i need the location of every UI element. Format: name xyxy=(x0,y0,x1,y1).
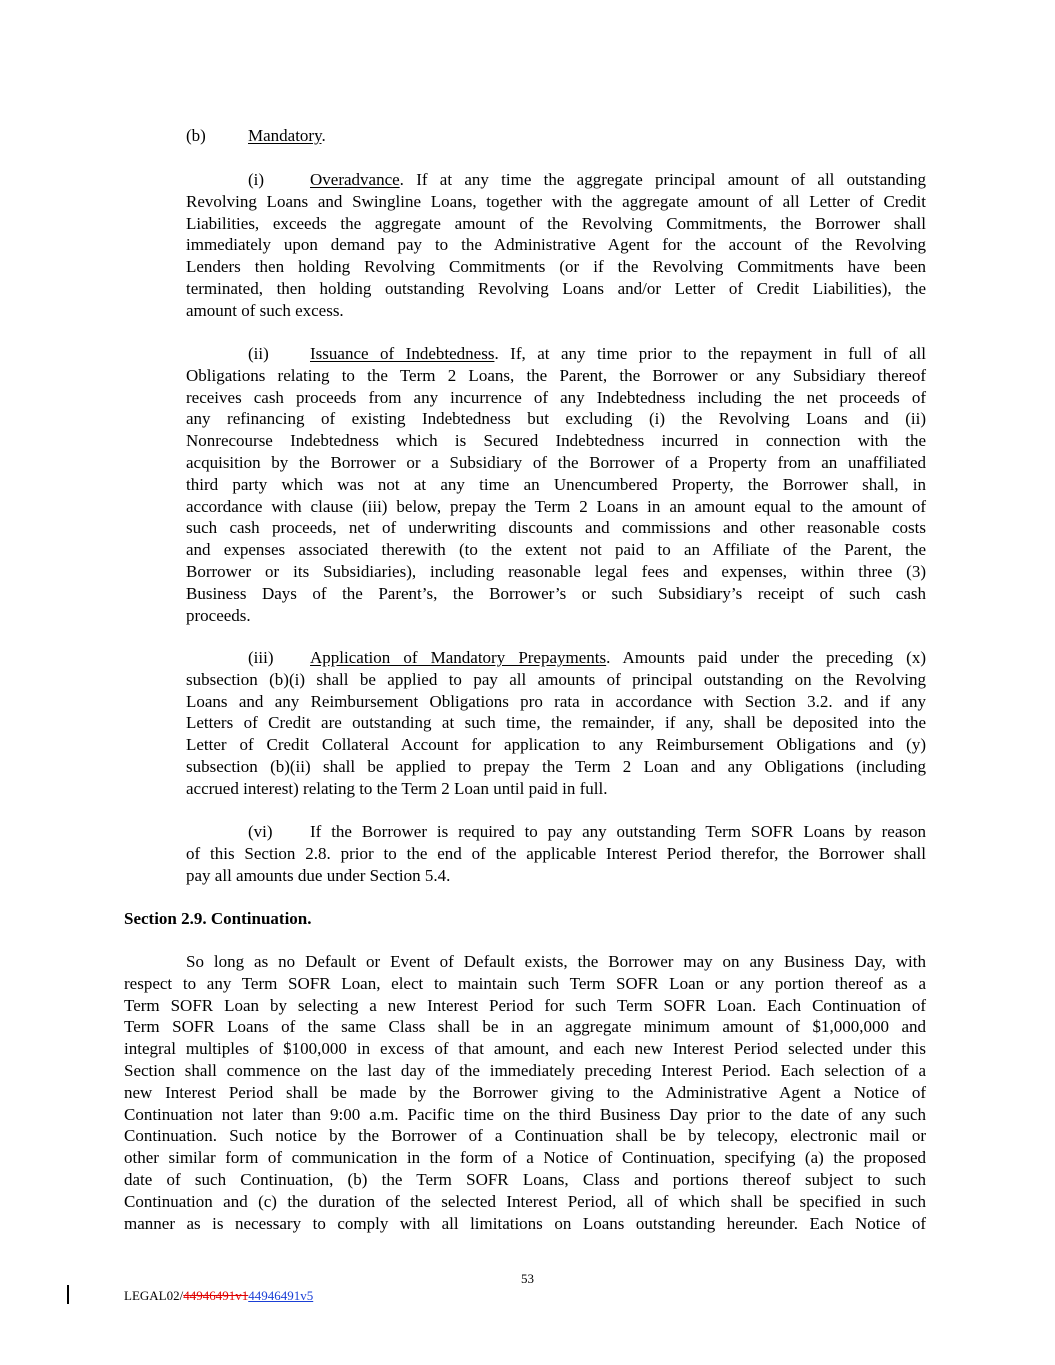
continuation-line: Continuation. Such notice by the Borrower of a Continuation shall be by telecopy, electronic mail or xyxy=(124,1126,926,1146)
para-i-title: Overadvance xyxy=(310,170,400,189)
document-id-footer xyxy=(124,1288,313,1304)
para-i-line: Liabilities, exceeds the aggregate amount of the Revolving Commitments, the Borrower shall xyxy=(186,213,926,233)
footer-prefix: LEGAL02/ xyxy=(124,1288,184,1303)
footer-deleted-version: 44946491v1 xyxy=(183,1288,249,1303)
para-iii-line: subsection (b)(i) shall be applied to pay all amounts of principal outstanding on the Revolving xyxy=(186,669,926,689)
para-ii-line: any refinancing of existing Indebtedness but excluding (i) the Revolving Loans and (ii) xyxy=(186,409,926,429)
continuation-line: Term SOFR Loans of the same Class shall be in an aggregate minimum amount of $1,000,000 and xyxy=(124,1017,926,1037)
para-ii-line: Borrower or its Subsidiaries), including reasonable legal fees and expenses, within three (3) xyxy=(186,562,926,581)
para-ii-line: acquisition by the Borrower or a Subsidiary of the Borrower of a Property from an unaffiliated xyxy=(186,453,926,472)
para-ii-line: third party which was not at any time an Unencumbered Property, the Borrower shall, in xyxy=(186,474,926,494)
page-number: 53 xyxy=(521,1271,534,1286)
continuation-line: date of such Continuation, (b) the Term SOFR Loans, Class and portions thereof subject to such xyxy=(124,1170,926,1189)
para-iii-line-last: accrued interest) relating to the Term 2 Loan until paid in full. xyxy=(186,778,608,798)
para-ii-line-last: proceeds. xyxy=(186,605,251,625)
para-vi-line: of this Section 2.8. prior to the end of the applicable Interest Period therefor, the Borrower shall xyxy=(186,843,926,863)
para-i-line: Lenders then holding Revolving Commitments (or if the Revolving Commitments have been xyxy=(186,257,926,277)
para-ii-line: Business Days of the Parent’s, the Borrower’s or such Subsidiary’s receipt of such cash xyxy=(186,583,926,603)
continuation-line: manner as is necessary to comply with all limitations on Loans outstanding hereunder. Each Notice of xyxy=(124,1213,926,1233)
continuation-line: Continuation and (c) the duration of the selected Interest Period, all of which shall be specified in such xyxy=(124,1191,926,1211)
para-i-line: terminated, then holding outstanding Revolving Loans and/or Letter of Credit Liabilities), the xyxy=(186,279,926,298)
para-iii-line-first: (iii) Application of Mandatory Prepayments. Amounts paid under the preceding (x) xyxy=(248,648,926,667)
subsection-b-heading: (b) Mandatory. xyxy=(186,126,326,145)
continuation-line: So long as no Default or Event of Default exists, the Borrower may on any Business Day, with xyxy=(186,952,926,971)
para-iii-line: subsection (b)(ii) shall be applied to prepay the Term 2 Loan and any Obligations (including xyxy=(186,757,926,776)
para-ii-line: and expenses associated therewith (to the extent not paid to an Affiliate of the Parent, the xyxy=(186,540,926,560)
para-iii-line: Loans and any Reimbursement Obligations pro rata in accordance with Section 3.2. and if any xyxy=(186,691,926,711)
para-iii-line: Letters of Credit are outstanding at such time, the remainder, if any, shall be deposited into the xyxy=(186,713,926,733)
para-ii-line-first: (ii) Issuance of Indebtedness. If, at any time prior to the repayment in full of all xyxy=(248,344,926,363)
continuation-line: other similar form of communication in the form of a Notice of Continuation, specifying (a) the proposed xyxy=(124,1148,926,1168)
para-ii-line: Obligations relating to the Term 2 Loans, the Parent, the Borrower or any Subsidiary thereof xyxy=(186,365,926,385)
para-i-line: Revolving Loans and Swingline Loans, together with the aggregate amount of all Letter of Credit xyxy=(186,191,926,211)
para-ii-line: Nonrecourse Indebtedness which is Secured Indebtedness incurred in connection with the xyxy=(186,431,926,451)
para-vi-line-last: pay all amounts due under Section 5.4. xyxy=(186,865,451,885)
para-i-line: immediately upon demand pay to the Administrative Agent for the account of the Revolving xyxy=(186,235,926,255)
continuation-line: Section shall commence on the last day of the immediately preceding Interest Period. Each selection of a xyxy=(124,1061,926,1080)
para-iii-number: (iii) xyxy=(248,648,274,667)
continuation-line: new Interest Period shall be made by the Borrower giving to the Administrative Agent a Notice of xyxy=(124,1082,926,1102)
para-ii-line: receives cash proceeds from any incurrence of any Indebtedness including the net proceeds of xyxy=(186,387,926,407)
footer-inserted-version: 44946491v5 xyxy=(248,1288,314,1303)
continuation-line: integral multiples of $100,000 in excess of that amount, and each new Interest Period selected under this xyxy=(124,1039,926,1059)
continuation-line: Continuation not later than 9:00 a.m. Pacific time on the third Business Day prior to the date of any such xyxy=(124,1104,926,1124)
para-i-line-last: amount of such excess. xyxy=(186,300,344,320)
continuation-line: Term SOFR Loan by selecting a new Interest Period for such Term SOFR Loan. Each Continuation of xyxy=(124,995,926,1015)
para-ii-line: accordance with clause (iii) below, prepay the Term 2 Loans in an amount equal to the amount of xyxy=(186,496,926,516)
subsection-b-number: (b) xyxy=(186,126,206,145)
change-bar xyxy=(67,1285,69,1304)
continuation-line: respect to any Term SOFR Loan, elect to maintain such Term SOFR Loan or any portion thereof as a xyxy=(124,973,926,993)
para-ii-number: (ii) xyxy=(248,344,269,363)
para-vi-number: (vi) xyxy=(248,822,273,841)
section-2-9-heading: Section 2.9. Continuation. xyxy=(124,909,312,928)
para-vi-line-first: (vi) If the Borrower is required to pay any outstanding Term SOFR Loans by reason xyxy=(248,822,926,841)
para-ii-title: Issuance of Indebtedness xyxy=(310,344,495,363)
para-iii-line: Letter of Credit Collateral Account for application to any Reimbursement Obligations and (y) xyxy=(186,735,926,755)
subsection-b-title: Mandatory xyxy=(248,126,322,145)
para-i-number: (i) xyxy=(248,170,265,189)
para-i-line-first: (i) Overadvance. If at any time the aggregate principal amount of all outstanding xyxy=(248,170,926,189)
para-ii-line: such cash proceeds, net of underwriting discounts and commissions and other reasonable costs xyxy=(186,518,926,538)
para-iii-title: Application of Mandatory Prepayments xyxy=(310,648,607,667)
